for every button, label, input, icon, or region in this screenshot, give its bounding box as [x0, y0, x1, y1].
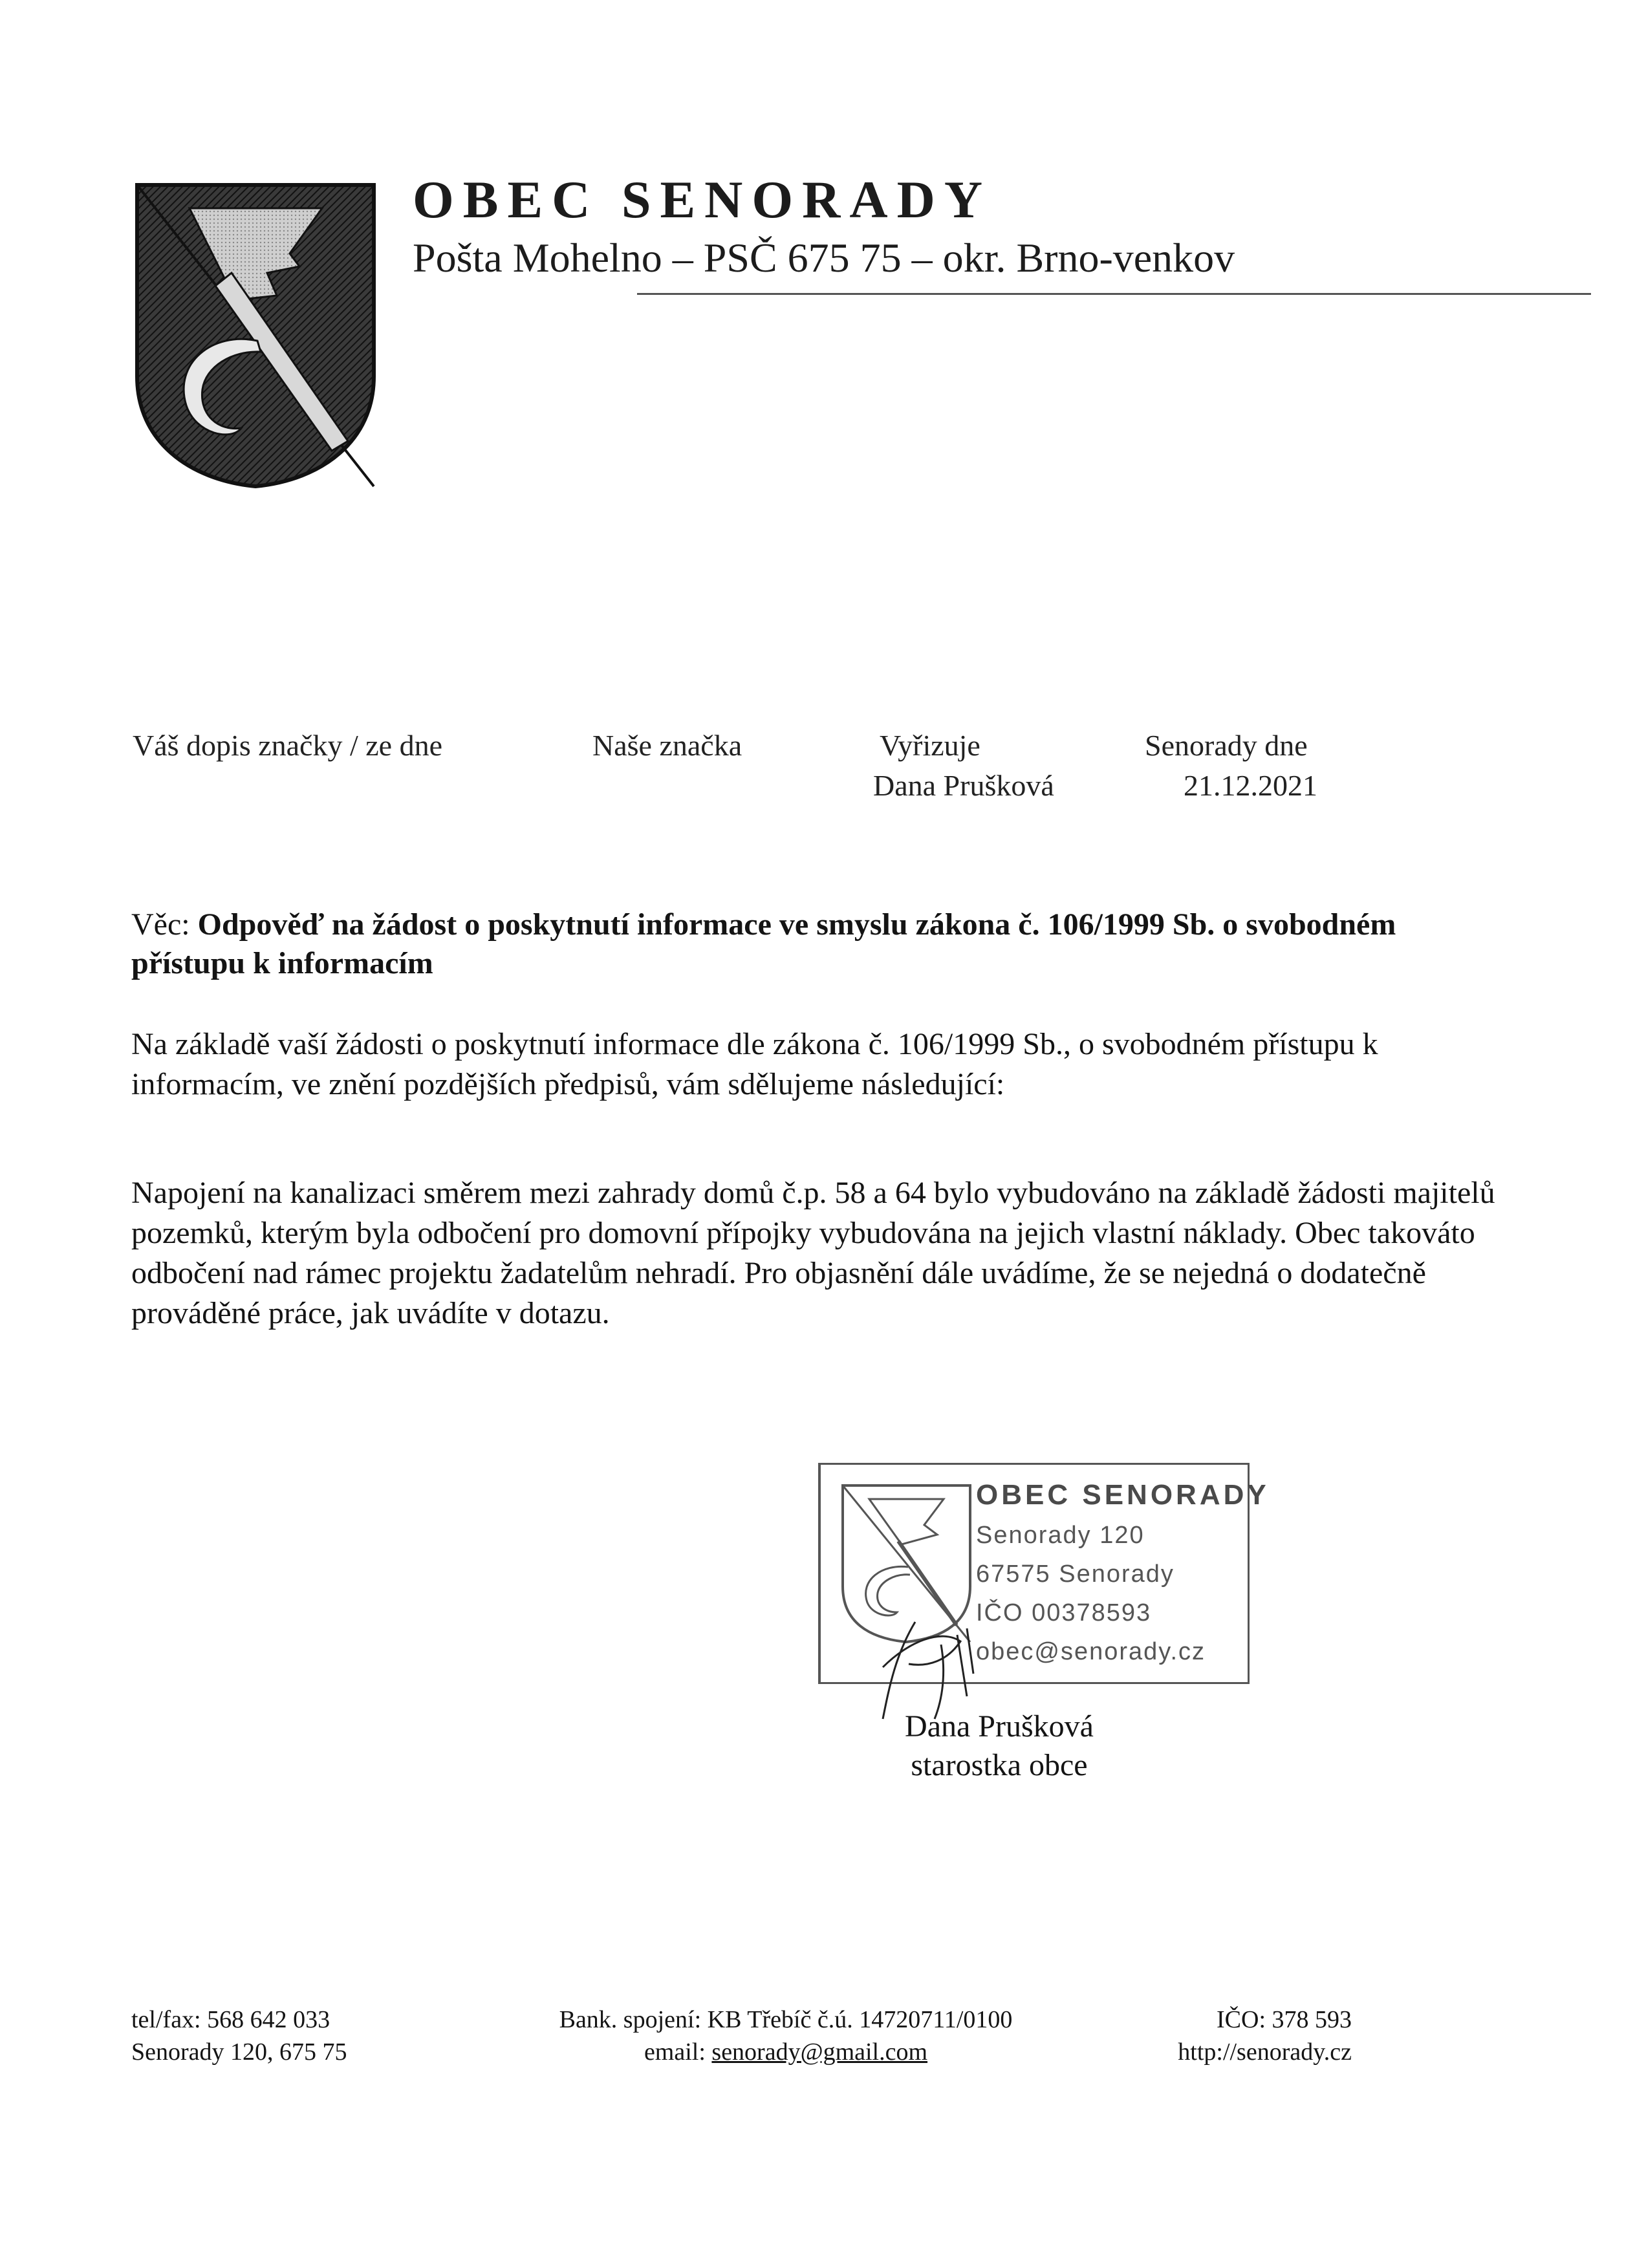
municipal-crest-logo [135, 182, 376, 489]
header-divider [637, 293, 1591, 295]
handled-by-name: Dana Prušková [873, 769, 1054, 802]
org-address: Pošta Mohelno – PSČ 675 75 – okr. Brno-venkov [413, 235, 1235, 281]
stamp-title: OBEC SENORADY [976, 1479, 1270, 1511]
letter-subject [131, 905, 1477, 983]
footer-bank-account: Bank. spojení: KB Třebíč č.ú. 14720711/0100 [559, 2006, 1013, 2033]
intro-paragraph: Na základě vaší žádosti o poskytnutí informace dle zákona č. 106/1999 Sb., o svobodném přístupu k informacím, ve znění pozdějších předpisů, vám sdělujeme následující: [131, 1027, 1378, 1101]
footer-telfax: tel/fax: 568 642 033 [131, 2006, 330, 2033]
our-reference-label: Naše značka [592, 729, 742, 762]
footer-bank [488, 2003, 1083, 2068]
body-paragraph: Napojení na kanalizaci směrem mezi zahrady domů č.p. 58 a 64 bylo vybudováno na základě žádosti majitelů pozemků, kterým byla odbočení pro domovní přípojky vybudována na jejich vlastní náklady. Obec takováto odbočení nad rámec projektu žadatelům nehradí. Pro objasnění dále uvádíme, že se nejedná o dodatečně prováděné práce, jak uvádíte v dotazu. [131, 1176, 1495, 1330]
footer-ico: IČO: 378 593 [1217, 2006, 1352, 2033]
footer-contact [131, 2003, 493, 2068]
footer-email-label: email: [644, 2038, 706, 2066]
footer-address: Senorady 120, 675 75 [131, 2038, 347, 2066]
signer-name: Dana Prušková [905, 1709, 1094, 1744]
stamp-ico: IČO 00378593 [976, 1599, 1152, 1626]
signer-role: starostka obce [911, 1748, 1088, 1782]
footer-ids [1099, 2003, 1352, 2068]
handled-by-label: Vyřizuje [880, 729, 980, 762]
stamp-address: Senorady 120 [976, 1522, 1145, 1549]
footer-web[interactable]: http://senorady.cz [1178, 2038, 1352, 2066]
place-date-label: Senorady dne [1145, 729, 1308, 762]
footer-email-line [488, 2036, 1083, 2068]
letter-date: 21.12.2021 [1184, 769, 1317, 802]
subject-label: Věc: [131, 907, 190, 942]
footer-email-link[interactable]: senorady@gmail.com [711, 2038, 928, 2066]
subject-text: Odpověď na žádost o poskytnutí informace ve smyslu zákona č. 106/1999 Sb. o svobodném přístupu k informacím [131, 907, 1396, 980]
stamp-postal: 67575 Senorady [976, 1561, 1175, 1588]
stamp-email: obec@senorady.cz [976, 1638, 1206, 1665]
org-name: OBEC SENORADY [413, 170, 992, 229]
your-letter-label: Váš dopis značky / ze dne [133, 729, 443, 762]
